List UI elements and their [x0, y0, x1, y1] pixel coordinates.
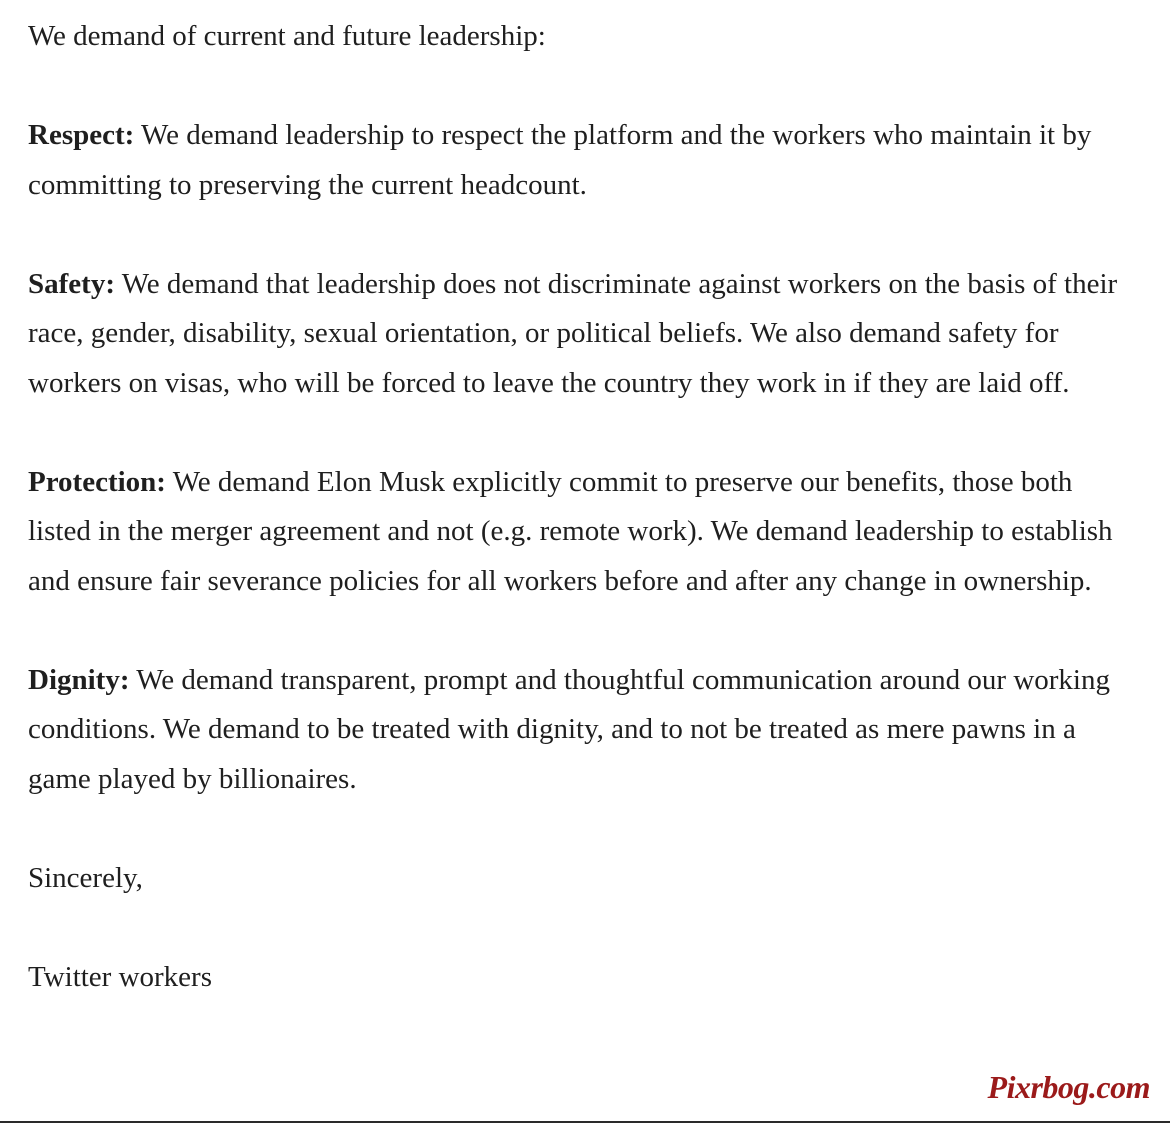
intro-paragraph: We demand of current and future leadership: [28, 20, 546, 52]
demand-term: Safety: [28, 267, 115, 300]
demand-dignity [28, 656, 1128, 805]
bottom-divider [0, 1121, 1170, 1123]
demand-respect [28, 111, 1128, 210]
demand-term: Dignity: [28, 663, 130, 696]
demand-term: Respect: [28, 119, 135, 151]
demand-text: We demand Elon Musk explicitly commit to preserve our benefits, those both listed in the merger agreement and not (e.g. remote work). We demand leadership to establish and ensure fair severance policies for all workers before and after any change in ownership. [28, 465, 1113, 597]
demand-protection [28, 458, 1128, 607]
demand-text: We demand that leadership does not discriminate against workers on the basis of their race, gender, disability, sexual orientation, or political beliefs. We also demand safety for workers on visas, who will be forced to leave the country they work in if they are laid off. [28, 267, 1118, 399]
demand-safety [28, 260, 1128, 409]
letter-body [28, 12, 1128, 1002]
closing-line: Sincerely, [28, 861, 143, 894]
demand-text: We demand transparent, prompt and thoughtful communication around our working conditions. We demand to be treated with dignity, and to not be treated as mere pawns in a game played by billionaires. [28, 663, 1110, 795]
demand-term: Protection: [28, 465, 166, 498]
watermark-logo: Pixrbog.com [987, 1069, 1150, 1105]
signature-line: Twitter workers [28, 960, 212, 993]
demand-text: We demand leadership to respect the platform and the workers who maintain it by committing to preserving the current headcount. [28, 119, 1092, 201]
